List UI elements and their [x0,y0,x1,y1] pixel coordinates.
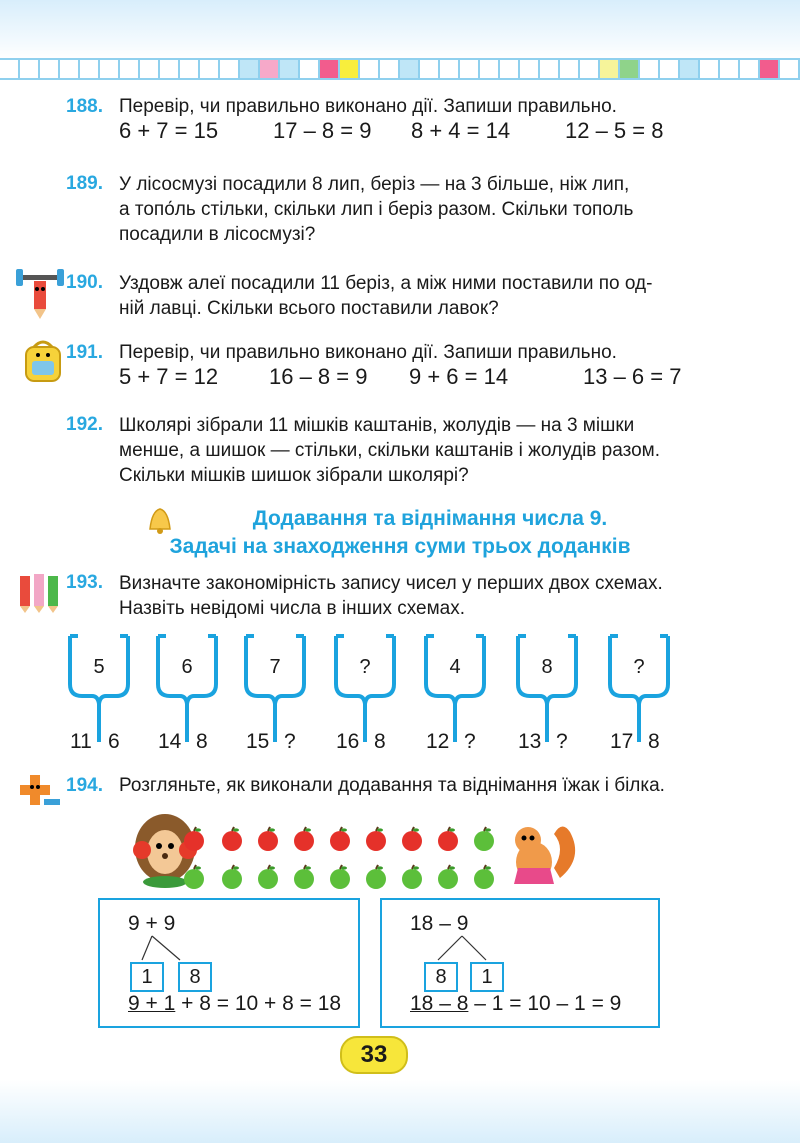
equation: 5 + 7 = 12 [119,364,219,389]
page-number: 33 [340,1036,408,1074]
section-title [0,505,800,561]
scheme-diagram [420,634,490,753]
scheme-diagram [64,634,134,753]
green-apple [364,864,388,890]
green-apple [182,864,206,890]
section-title-line: Задачі на знаходження суми трьох доданків [169,535,631,558]
split-branches [410,934,510,964]
red-apple [400,826,424,852]
underlined-part: 18 – 8 [410,992,469,1015]
text-line: Назвіть невідомі числа в інших схемах. [119,598,465,619]
math-symbols-icon [16,771,64,819]
pencils-icon [14,570,66,614]
scheme-frame [64,634,134,744]
part-box: 8 [178,962,212,992]
red-apple [182,826,206,852]
strip-cell [540,58,560,80]
scheme-top-number: ? [633,656,645,678]
strip-cell [600,58,620,80]
scheme-right-number: 8 [374,730,386,753]
task-text: Розгляньте, як виконали додавання та віднімання їжак і білка. [119,775,665,796]
scheme-top-number: 8 [541,656,553,678]
green-apple [220,864,244,890]
split-branches [128,934,208,964]
strip-cell [460,58,480,80]
strip-cell [780,58,800,80]
green-apple [472,864,496,890]
scheme-right-number: 8 [196,730,208,753]
text-line: менше, а шишок — стільки, скільки каштанів і жолудів разом. [119,440,660,461]
green-apple [400,864,424,890]
scheme-right-number: ? [464,730,476,753]
strip-cell [680,58,700,80]
task-text [119,271,759,321]
scheme-top-number: 5 [93,656,105,678]
pencil-dumbbell-icon [14,265,66,320]
task-text: Перевір, чи правильно виконано дії. Запиши правильно. [119,342,617,363]
scheme-diagram [152,634,222,753]
strip-cell [280,58,300,80]
green-apple [328,864,352,890]
red-apple [256,826,280,852]
strip-cell [160,58,180,80]
part-box: 8 [424,962,458,992]
task-number: 193. [66,572,103,593]
strip-cell [240,58,260,80]
scheme-frame [240,634,310,744]
red-apple [364,826,388,852]
scheme-right-number: ? [284,730,296,753]
strip-cell [340,58,360,80]
equation: 6 + 7 = 15 [119,118,219,143]
text-line: Скільки мішків шишок зібрали школярі? [119,465,469,486]
equation: 12 – 5 = 8 [565,118,664,143]
task-number: 194. [66,775,103,796]
strip-cell [760,58,780,80]
strip-cell [520,58,540,80]
red-apple [328,826,352,852]
strip-cell [300,58,320,80]
strip-cell [420,58,440,80]
strip-cell [0,58,20,80]
underlined-part: 9 + 1 [128,992,176,1015]
addition-expression: 9 + 9 [128,912,176,935]
scheme-left-number: 16 [336,730,360,753]
task-text [119,172,759,247]
text-line: посадили в лісосмузі? [119,224,316,245]
scheme-frame [604,634,674,744]
strip-cell [380,58,400,80]
equation: 8 + 4 = 14 [411,118,511,143]
scheme-top-number: 6 [181,656,193,678]
task-text [119,571,759,621]
strip-cell [220,58,240,80]
task-number: 191. [66,342,103,363]
strip-cell [120,58,140,80]
scheme-diagram [512,634,582,753]
strip-cell [500,58,520,80]
scheme-diagram [330,634,400,753]
scheme-left-number: 11 [70,730,92,753]
scheme-left-number: 15 [246,730,270,753]
task-number: 192. [66,414,103,435]
subtraction-example-box [380,898,660,1028]
strip-cell [440,58,460,80]
red-apple [220,826,244,852]
strip-cell [620,58,640,80]
addition-example-box [98,898,360,1028]
section-title-line: Додавання та віднімання числа 9. [252,507,608,530]
scheme-right-number: ? [556,730,568,753]
text-line: а топо́ль стільки, скільки лип і беріз разом. Скільки тополь [119,199,634,220]
strip-cell [200,58,220,80]
text-line: Визначте закономірність запису чисел у перших двох схемах. [119,573,663,594]
strip-cell [560,58,580,80]
equation: 9 + 6 = 14 [409,364,509,389]
strip-cell [640,58,660,80]
strip-cell [180,58,200,80]
scheme-frame [330,634,400,744]
equation: 16 – 8 = 9 [269,364,368,389]
scheme-top-number: 4 [449,656,461,678]
strip-cell [660,58,680,80]
green-apple [292,864,316,890]
scheme-left-number: 13 [518,730,542,753]
subtraction-solution [410,992,621,1016]
equation: 13 – 6 = 7 [583,364,682,389]
solution-rest: – 1 = 10 – 1 = 9 [468,992,622,1015]
task-text [119,413,759,488]
strip-cell [700,58,720,80]
text-line: ній лавці. Скільки всього поставили лавок? [119,298,499,319]
addition-solution [128,992,341,1016]
text-line: Школярі зібрали 11 мішків каштанів, жолудів — на 3 мішки [119,415,635,436]
scheme-right-number: 8 [648,730,660,753]
text-line: У лісосмузі посадили 8 лип, беріз — на 3 більше, ніж лип, [119,174,630,195]
red-apple [292,826,316,852]
subtraction-expression: 18 – 9 [410,912,469,935]
squirrel-illustration [500,818,584,888]
scheme-diagram [240,634,310,753]
strip-cell [480,58,500,80]
text-line: Уздовж алеї посадили 11 беріз, а між ними поставили по од- [119,273,653,294]
task-number: 190. [66,272,103,293]
strip-cell [140,58,160,80]
part-box: 1 [130,962,164,992]
decorative-color-strip [0,58,800,80]
backpack-icon [20,337,66,385]
strip-cell [20,58,40,80]
red-apple [436,826,460,852]
equation: 17 – 8 = 9 [273,118,372,143]
scheme-frame [512,634,582,744]
strip-cell [400,58,420,80]
scheme-left-number: 12 [426,730,450,753]
task-number: 188. [66,96,103,117]
scheme-frame [420,634,490,744]
part-box: 1 [470,962,504,992]
strip-cell [320,58,340,80]
scheme-frame [152,634,222,744]
task-text: Перевір, чи правильно виконано дії. Запиши правильно. [119,96,617,117]
strip-cell [40,58,60,80]
strip-cell [360,58,380,80]
scheme-right-number: 6 [108,730,120,753]
strip-cell [740,58,760,80]
green-apple [256,864,280,890]
scheme-left-number: 17 [610,730,634,753]
strip-cell [720,58,740,80]
strip-cell [260,58,280,80]
solution-rest: + 8 = 10 + 8 = 18 [175,992,342,1015]
scheme-top-number: ? [359,656,371,678]
scheme-top-number: 7 [269,656,281,678]
strip-cell [100,58,120,80]
strip-cell [580,58,600,80]
strip-cell [60,58,80,80]
green-apple [472,826,496,852]
scheme-left-number: 14 [158,730,182,753]
scheme-diagram [604,634,674,753]
strip-cell [80,58,100,80]
green-apple [436,864,460,890]
task-number: 189. [66,173,103,194]
